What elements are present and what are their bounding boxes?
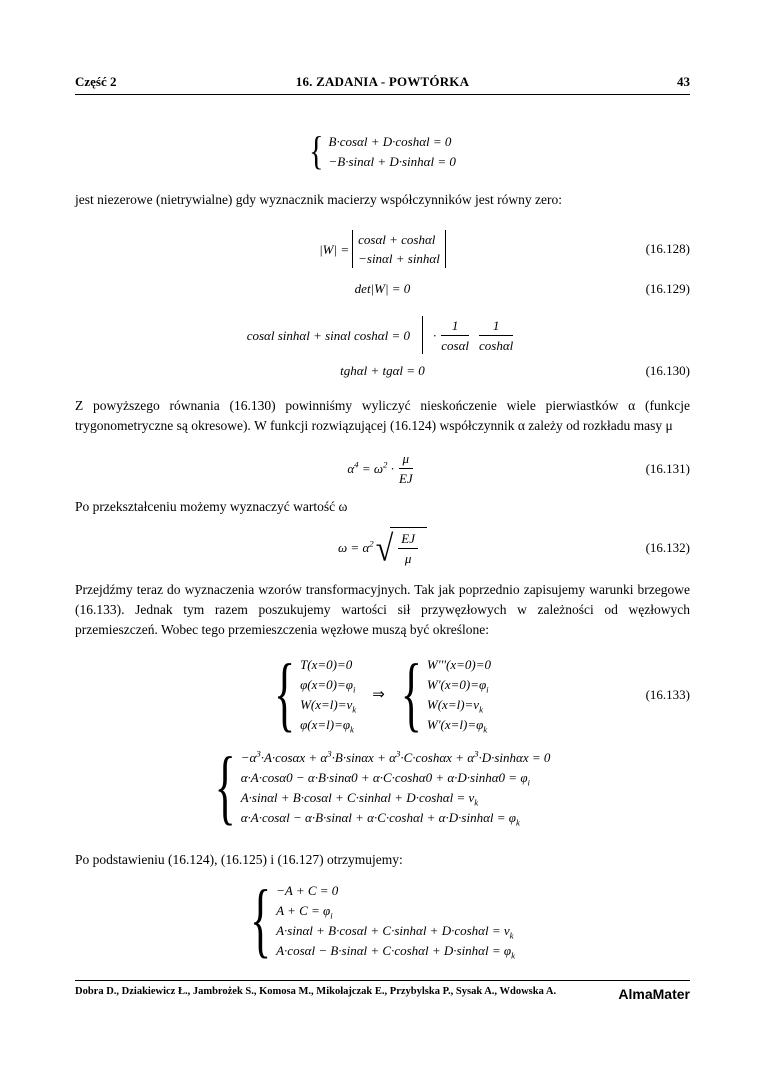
matrix-row: −sinαl + sinhαl (358, 251, 440, 266)
equation-number: (16.133) (645, 686, 690, 702)
system-lines (427, 656, 491, 733)
equation-number: (16.129) (645, 281, 690, 296)
equation-16-129 (75, 280, 690, 298)
equation-line: T(x=0)=0 (300, 657, 353, 672)
equation-system-final (75, 873, 690, 967)
boundary-conditions-system (273, 647, 357, 741)
chapter-title: 16. ZADANIA - POWTÓRKA (295, 74, 470, 89)
equation-16-131 (75, 450, 690, 487)
equation-body: det|W| = 0 (354, 281, 411, 296)
determinant-lhs: |W| = (319, 241, 350, 257)
equation-line: $A\cdot\cos\alpha l - B\cdot\sin\alpha l + C\cdot\cosh\alpha l + D\cdot\sinh\alpha l = \varphi_k$ (276, 943, 515, 961)
equation-body (347, 450, 417, 487)
fraction-numerator: μ (399, 450, 413, 469)
equation-line: −B·sinαl + D·sinhαl = 0 (328, 154, 456, 169)
system-lines (329, 133, 456, 170)
equation-system-boundary (75, 128, 690, 174)
equation-line: $-\alpha^3\cdot A\cdot\cos\alpha x + \alpha^3\cdot B\cdot\sin\alpha x + \alpha^3\cdot C\cdot\cosh\alpha x + \alpha^3\cdot D\cdot\sinh\alpha x = 0$ (240, 748, 551, 765)
equation-16-132 (75, 527, 690, 568)
equation-body: tghαl + tgαl = 0 (340, 363, 425, 378)
paragraph-substitution: Po podstawieniu (16.124), (16.125) i (16.127) otrzymujemy: (75, 852, 403, 867)
left-brace: { (400, 647, 422, 741)
equation-line: $\varphi(x=0)=\varphi_i$ (300, 677, 356, 695)
equation-lhs: $\omega = \alpha^2$ (338, 538, 374, 555)
equation-lhs: $\alpha^4 = \omega^2$ · (347, 459, 394, 476)
equation-line: $A\cdot\sin\alpha l + B\cdot\cos\alpha l + C\cdot\sinh\alpha l + D\cdot\cosh\alpha l = v_k$ (276, 923, 514, 941)
paragraph-omega-intro: Po przekształceniu możemy wyznaczyć wartość ω (75, 499, 348, 514)
system-lines (241, 749, 551, 826)
fraction (398, 530, 418, 567)
matrix-row: cosαl + coshαl (358, 232, 436, 247)
equation-line: $\alpha\cdot A\cdot\cos\alpha 0 - \alpha\cdot B\cdot\sin\alpha 0 + \alpha\cdot C\cdot\cosh\alpha 0 + \alpha\cdot D\cdot\sinh\alpha 0 = \varphi_i$ (240, 770, 530, 788)
equation-line: W'''(x=0)=0 (426, 657, 492, 672)
system-lines (300, 656, 356, 733)
equation-line: $\alpha\cdot A\cdot\cos\alpha l - \alpha\cdot B\cdot\sin\alpha l + \alpha\cdot C\cdot\cosh\alpha l + \alpha\cdot D\cdot\sinh\alpha l = \varphi_k$ (240, 810, 520, 828)
fraction (399, 450, 413, 487)
equation-number: (16.130) (645, 363, 690, 378)
paragraph-transformation-intro: Przejdźmy teraz do wyznaczenia wzorów transformacyjnych. Tak jak poprzednio zapisujemy warunki brzegowe (16.133). Jednak tym razem poszukujemy wartości sił przywęzłowych w zależności od węzłowych przemieszczeń. Wobec tego przemieszczenia węzłowe muszą być określone: (75, 582, 690, 637)
equation-number: (16.132) (645, 539, 690, 555)
equation-line: $A + C = \varphi_i$ (276, 903, 333, 921)
radicand (390, 527, 427, 568)
equation-line: B·cosαl + D·coshαl = 0 (328, 134, 452, 149)
equation-intermediate (75, 316, 690, 354)
equation-16-128 (75, 230, 690, 268)
fraction-denominator: cosαl (441, 337, 470, 353)
equation-line: $W'(x=0)=\varphi_i$ (426, 677, 489, 695)
equation-body (273, 647, 492, 741)
equation-text: cosαl sinhαl + sinαl coshαl = 0 (246, 327, 410, 343)
equation-line: −A + C = 0 (276, 883, 339, 898)
paragraph-roots-discussion: Z powyższego równania (16.130) powinniśmy wyliczyć nieskończenie wiele pierwiastków α (funkcje trygonometryczne są okresowe). W funkcji rozwiązującej (16.124) współczynnik α zależy od rozkładu masy μ (75, 398, 690, 433)
authors-line: Dobra D., Dziakiewicz Ł., Jambrożek S., Komosa M., Mikołajczak E., Przybylska P., Sysak A., Wdowska A. (75, 986, 557, 997)
fraction-denominator: EJ (398, 471, 413, 486)
fraction (479, 317, 513, 354)
page-number: 43 (677, 74, 690, 89)
equation-line: $W'(x=l)=\varphi_k$ (426, 717, 488, 735)
fraction-numerator: EJ (398, 530, 418, 549)
square-root (376, 527, 427, 568)
equation-16-130 (75, 362, 690, 380)
equation-16-133 (75, 647, 690, 741)
page-content (75, 95, 690, 967)
side-operation-bar (422, 316, 423, 354)
fraction-denominator: μ (404, 551, 412, 566)
equation-body (338, 527, 427, 568)
derivative-conditions-system (400, 647, 492, 741)
page-footer (75, 980, 690, 1002)
fraction-denominator: coshαl (479, 337, 514, 353)
equation-body (247, 316, 519, 354)
equation-number: (16.131) (645, 460, 690, 476)
paragraph-determinant-condition: jest niezerowe (nietrywialne) gdy wyznacznik macierzy współczynników jest równy zero: (75, 192, 562, 207)
equation-system (214, 740, 551, 834)
page-header (75, 74, 690, 95)
fraction-numerator: 1 (441, 317, 469, 336)
left-brace: { (309, 128, 324, 174)
left-brace: { (214, 740, 236, 834)
equation-line: $A\cdot\sin\alpha l + B\cdot\cos\alpha l + C\cdot\sinh\alpha l + D\cdot\cosh\alpha l = v_k$ (240, 790, 479, 808)
radical-icon: √ (375, 526, 394, 569)
equation-system-expanded (75, 740, 690, 834)
equation-line: $W(x=l)=v_k$ (300, 697, 357, 715)
left-brace: { (249, 873, 272, 967)
equation-body (319, 230, 446, 268)
equation-line: $\varphi(x=l)=\varphi_k$ (300, 717, 354, 735)
equation-number: (16.128) (645, 241, 690, 256)
system-lines (276, 882, 515, 959)
equation-system (309, 128, 456, 174)
multiplication-dot: · (433, 327, 437, 343)
implies-arrow-icon: ⇒ (372, 687, 385, 703)
part-label: Część 2 (75, 74, 117, 89)
fraction (441, 317, 469, 354)
determinant-matrix (352, 230, 446, 268)
equation-line: $W(x=l)=v_k$ (426, 697, 483, 715)
publisher-logo: AlmaMater (618, 986, 690, 1002)
fraction-numerator: 1 (479, 317, 513, 336)
left-brace: { (273, 647, 296, 741)
equation-system (249, 873, 515, 967)
